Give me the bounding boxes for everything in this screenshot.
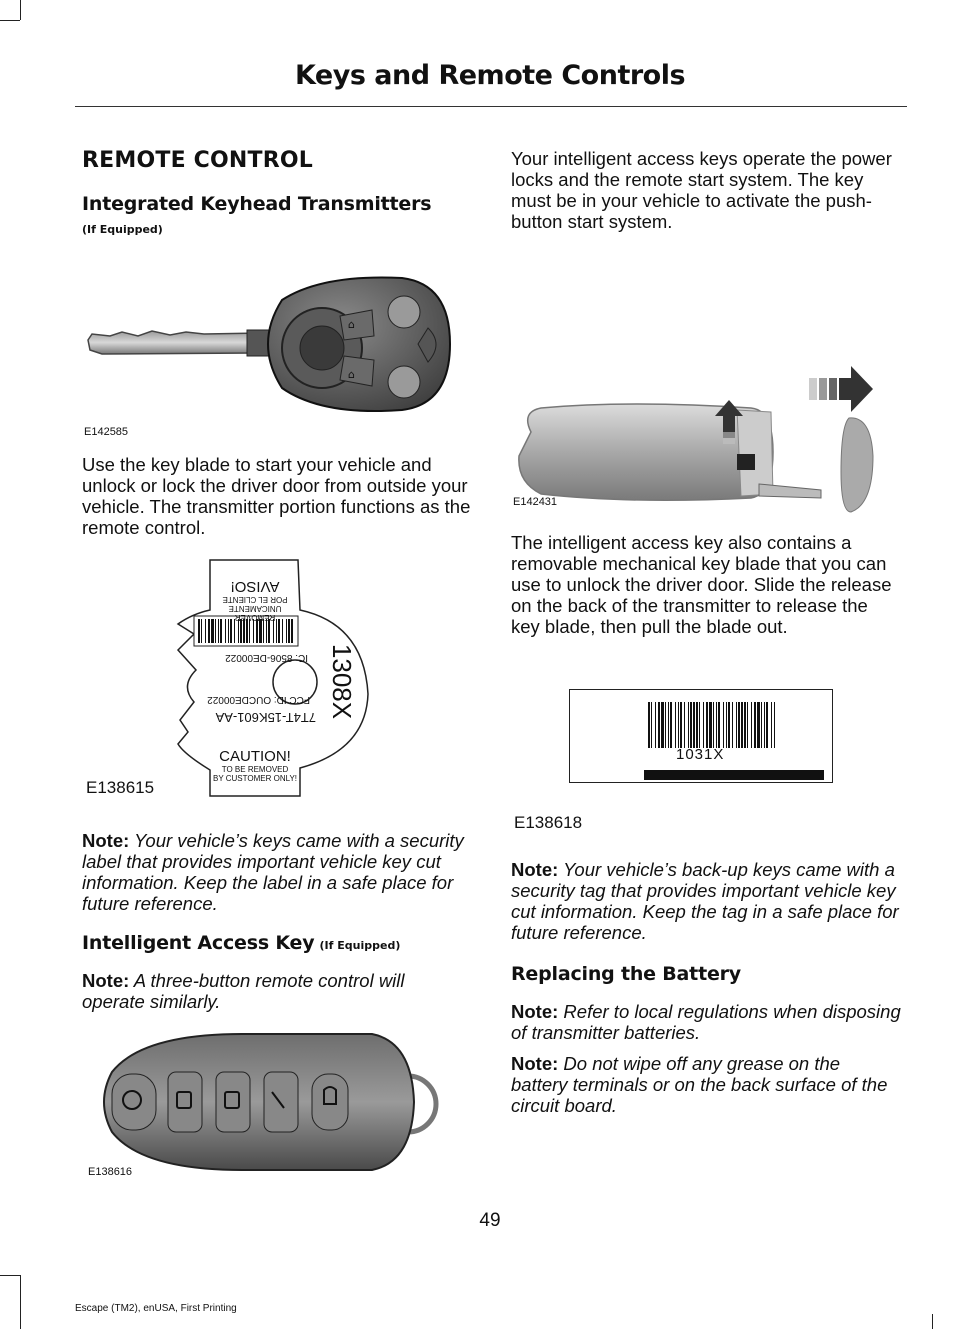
aviso-line: REMOVER UNICAMENTE <box>228 604 282 622</box>
aviso-block <box>210 562 300 622</box>
figure-code: E138615 <box>86 778 155 797</box>
caution-line: TO BE REMOVED <box>221 765 289 774</box>
key-blade-removal-figure <box>511 232 901 514</box>
page-number: 49 <box>479 1210 501 1231</box>
figure-code: E142585 <box>84 426 129 438</box>
fcc-id: FCC ID: OUCDE00022 <box>207 694 310 705</box>
key-blade-removal-illustration <box>511 232 901 514</box>
left-column <box>82 140 472 1182</box>
key-code: 1308X <box>327 643 358 720</box>
note <box>511 859 901 943</box>
tag-code: 1031X <box>676 746 725 763</box>
note-label: Note: <box>511 1053 559 1074</box>
arrow-right-icon <box>809 366 873 412</box>
header-rule <box>75 106 907 107</box>
note-text: A three-button remote control will operate similarly. <box>82 970 405 1012</box>
footer: Escape (TM2), enUSA, First Printing <box>75 1303 237 1314</box>
subsection-heading-row <box>82 932 472 954</box>
figure-code: E142431 <box>513 496 558 508</box>
page-header-title: Keys and Remote Controls <box>294 60 686 91</box>
security-tag <box>569 689 833 783</box>
aviso-heading: AVISO! <box>230 578 280 595</box>
note-text: Your vehicle’s keys came with a security label that provides important vehicle key cut information. Keep the label in a safe place for future reference. <box>82 830 464 914</box>
if-equipped-label: (If Equipped) <box>319 939 401 952</box>
ic-number: IC: 8506-DE00022 <box>225 652 308 663</box>
crop-mark <box>932 1314 933 1329</box>
note-label: Note: <box>82 830 130 851</box>
part-number: 7T4T-15K601-AA <box>215 710 316 725</box>
right-column <box>511 148 901 1116</box>
caution-heading: CAUTION! <box>219 748 291 765</box>
caution-block <box>212 748 298 783</box>
section-title: REMOTE CONTROL <box>82 148 313 173</box>
note-text: Refer to local regulations when disposing of transmitter batteries. <box>511 1001 901 1043</box>
security-tag-figure <box>511 637 901 837</box>
figure-code: E138616 <box>88 1166 133 1178</box>
note <box>511 1053 901 1116</box>
note-label: Note: <box>511 859 559 880</box>
if-equipped-label: (If Equipped) <box>82 223 163 236</box>
paragraph: Use the key blade to start your vehicle and unlock or lock the driver door from outside your vehicle. The transmitter portion functions as the remote control. <box>82 454 471 538</box>
barcode <box>570 690 834 784</box>
note-label: Note: <box>82 970 130 991</box>
crop-mark <box>0 1275 20 1276</box>
crop-mark <box>20 1275 21 1329</box>
svg-text:⌂: ⌂ <box>348 318 355 331</box>
intelligent-access-key-illustration <box>82 1012 472 1182</box>
svg-text:⌂: ⌂ <box>348 368 355 381</box>
paragraph: Your intelligent access keys operate the power locks and the remote start system. The key must be in your vehicle to activate the push-button start system. <box>511 148 892 232</box>
aviso-line: POR EL CLIENTE <box>222 595 288 604</box>
crop-mark <box>0 20 20 21</box>
note <box>82 970 472 1012</box>
note <box>82 830 472 914</box>
caution-line: BY CUSTOMER ONLY! <box>212 774 298 783</box>
crop-mark <box>20 0 21 20</box>
note-text: Do not wipe off any grease on the battery terminals or on the back surface of the circuit board. <box>511 1053 888 1116</box>
intelligent-access-key-figure <box>82 1012 472 1182</box>
note-text: Your vehicle’s back-up keys came with a security tag that provides important vehicle key cut information. Keep the tag in a safe place for future reference. <box>511 859 899 943</box>
paragraph: The intelligent access key also contains a removable mechanical key blade that you can use to unlock the driver door. Slide the release on the back of the transmitter to release the key blade, then pull the blade out. <box>511 532 892 637</box>
note <box>511 1001 901 1043</box>
security-label-figure <box>82 538 472 806</box>
keyhead-transmitter-figure <box>82 236 472 442</box>
note-label: Note: <box>511 1001 559 1022</box>
figure-code: E138618 <box>514 813 583 832</box>
subsection-title: Intelligent Access Key <box>82 932 315 954</box>
keyhead-transmitter-illustration <box>82 236 472 442</box>
subsection-title: Integrated Keyhead Transmitters <box>82 193 432 215</box>
subsection-title: Replacing the Battery <box>511 963 741 985</box>
